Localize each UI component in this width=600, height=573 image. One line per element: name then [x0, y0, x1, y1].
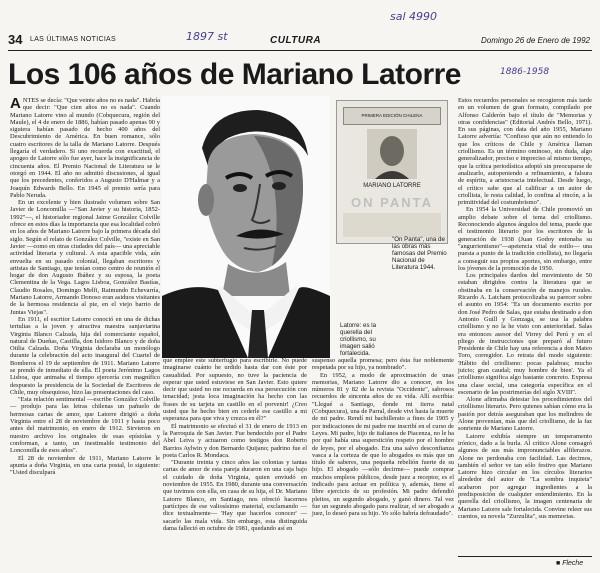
paragraph: ANTES se decía: "Que veinte años no es nada". Habría que decir: "Que cien años no es nada". Cuando Mariano Latorre vino al mundo (Cobquecura, región del Maule), el 4 de enero de 1886, habían pasado apenas 90 y siguiera habían pasado de hecho 400 años del Descubrimiento de América. En buen romance, sólo cuatro escritores de la talla de Mariano Latorre. Después llegaría el verdadero. Si uno recuerda con exactitud, el apogeo de Latorre sólo fue ayer, hace la insignificancia de cincuenta años. El Premio Nacional de Literatura se le otorgó en 1944. El año no admitió discusiones, al igual que los precedentes, conferidos a Augusto D'Halmar y a Joaquín Edwards Bello. En 1945 el premio sería para Pablo Neruda. — [10, 95, 160, 199]
paragraph: Latorre exhibía siempre un temperamento irónico, dado a la burla. Al crítico Alone consagró algunos de sus más impronunciables alfilerazos. Alone no perdonaba con facilidad. Las decimos, también el señor ve tan sólo festivo que Mariano Latorre hizo circular en los círculos literarios alrededor del autor de "La sombra inquieta" acabaron por agregar ingredientes a la predisposición de cualquier entendimiento. En la querella del criollismo, la imagen centenaria de Mariano Latorre sale fortalecida. Convine releer sus cuentos, su novela "Zurzulita", sus memorias. — [458, 432, 592, 520]
paragraph: "Esta relación sentimental —escribe González Colville— produjo para las letras chilenas un pañuelo de hermosas cartas de amor, que Latorre dirigió a doña Virginia entre el 28 de noviembre de 1911 y hasta poco antes del matrimonio, en enero de 1912. Sirvieron en nuestro archivo los originales de esas epístolas y conforman, a tanto, un inestimable testimonio del Loncomilla de esos años". — [10, 396, 160, 455]
byline-divider — [458, 556, 592, 557]
article-column-2b — [312, 357, 454, 518]
paragraph: El matrimonio se efectuó el 31 de enero de 1913 en la Parroquia de San Javier. Fue bendecido por el Padre Abel Leiva y actuaron como testigos don Roberto Barrios Aylwin y don Bernardo Quijano; padrino fue el poeta Carlos R. Mondaca. — [163, 422, 307, 459]
book-cover-series: PRIMERA EDICIÓN CHILENA — [343, 107, 441, 125]
article-column-1 — [10, 97, 160, 476]
paragraph: suspenso aquella promesa; pero ésta fue noblemente respetada por su hijo, ya nombrado". — [312, 357, 454, 372]
handwritten-note-b: sal 4990 — [390, 10, 438, 23]
byline: ■ Fleche — [556, 560, 584, 567]
author-sketch-icon — [367, 129, 417, 179]
article-title: Los 106 años de Mariano Latorre — [8, 58, 461, 91]
handwritten-note-a: 1897 st — [186, 30, 228, 43]
paragraph: En un excelente y bien ilustrado volumen sobre San Javier de Loncomilla —"San Javier y su historia, 1852-1992"—, el historiador regional Jaime González Colville ofrece en estos días la importancia que esa localidad cobró en los años de Mariano Latorre bajo la primera década del siglo. Según el relato de González Colville, "existe en San Javier —como en otras ciudades del país— una apreciable actividad literaria y cultural. A esta apacible vida, aún envuelta en su pasado colonial, llegaban escritores y artistas de Santiago, que tenían como centro de reunión el hogar de don Augusto Ibáñez y su esposa, la poeta Clementina de la Vega. Lagos Lisboa, González Bastías, Claudio Rosales, Domingo Melfi, Raimundo Echevarría, Mariano Latorre, Armando Donoso eran asiduos visitantes de la hermosa residencia al pie, en el viejo barrio de Juntas Viejas". — [10, 199, 160, 316]
publication-name: LAS ÚLTIMAS NOTICIAS — [30, 36, 116, 43]
paragraph: En 1954 la Universidad de Chile promovió un amplio debate sobre el tema del criollismo. Reconociendo algunos ángulos del tema, puede que el testimonio literario por los escritores de la generación de 1938 (Juan Godoy entonaba su "angurrientismo"—apetencia vital de estilo— una puesta a punto de la tradición criollista), no llegaría a conseguir sus propios aportes, sin embargo, entre los jóvenes de la promoción de 1950. — [458, 206, 592, 272]
paragraph: En 1911, el escritor Latorre conoció en una de dichas tertulias a la joven y atractiva maestra sanjaviarina Virginia Blanco Calzada, hija del comerciante español, natural de Dueñas, Castilla, don Isidoro Blanco y de doña Otilia Calzada. Doña Virginia declaraba un monólogo durante la celebración del acto inaugural del Cuartel de Bomberos el 19 de septiembre de 1911. Mariano Latorre se prendó de inmediato de ella. El poeta Jerónimo Lagos Lisboa, que animaba el tiempo ejercería con magnífico despuesto la presidencia de la Sociedad de Escritores de Chile, muy obsequioso, hizo las presentaciones del caso. — [10, 315, 160, 396]
portrait-illustration — [162, 96, 330, 358]
article-column-3 — [458, 97, 592, 520]
paragraph: "Durante treinta y cinco años las colonias y tantas cartas de amor de esta pareja duraron en una caja bajo el cuidado de doña Virginia, quien enviudó en noviembre de 1955. En 1980, durante una conversación que tuvimos con ella, en casa de su hija, el Dr. Mariano Latorre Blanco, en Santiago, nos ofreció hacernos partícipes de ese valiosísimo material, exclamando —dice textualmente— 'Hay que hacerlos conocer' —sacarlo las mala vida. Sin embargo, esta distinguida dama falleció en octubre de 1981, quedando así en — [163, 459, 307, 532]
handwritten-note-c: 1886-1958 — [500, 67, 550, 77]
drop-cap: A — [10, 95, 21, 112]
paragraph: Alone afirmaba detestar los procedimientos del criollismo literario. Pero quienes sabían cómo era la pasión por detrás aseguraban que los melindres de Alone provenían, más que del criollismo, de la faz sonriente de Mariano Latorre. — [458, 396, 592, 433]
issue-date: Domingo 26 de Enero de 1992 — [481, 36, 590, 45]
paragraph: El 28 de noviembre de 1911, Mariano Latorre le apunta a doña Virginia, en una carta postal, lo siguiente: "Usted disculpará — [10, 454, 160, 477]
photo-caption: Latorre: es la querella del criollismo, su imagen salió fortalecida. — [340, 322, 377, 357]
book-cover-photo — [336, 100, 448, 244]
section-name: CULTURA — [270, 35, 322, 46]
book-cover-band — [343, 213, 441, 237]
portrait-photo — [162, 96, 330, 358]
paragraph: Estos recuerdos personales se recogieron más tarde en un volumen de gran formato, compilado por Alfonso Calderón bajo el título de "Memorias y otras confidencias" (Editorial Andrés Bello, 1971). En sus páginas, con data del año 1955, Mariano Latorre advertía: "Confieso que aún no entiendo lo que los críticos de Chile y América llaman criollismo. Es un término ominoso, sin duda, algo generalizador, preciso e impreciso al mismo tiempo, que la crítica periodística adoptó sin preocuparse de analizarlo, autopeniendo a refinamiento, a falsura de espíritu, a aristocracia intelectual. Desde luego, el crítico sabe que al calificar a un autor de criollista, le resta calidad, lo confina al rincón, a la primitividad del costumbrismo". — [458, 97, 592, 207]
paragraph: En 1952, a modo de aproximación de unas memorias, Mariano Latorre dio a conocer, en los números 81 y 82 de la revista "Occidente", sabrosos recuerdos de sincenta años de su vida. Allí escribía: "Llegué a Santiago, donde mi tierra natal (Cobquecura), una de Parral, desde vivi hasta la muerte de mi padre. Rendí mi bachillerato a fines de 1905 y por indicaciones de mi padre me inscribí en el curso de Leyes. Mi padre, hijo de italianos de Piacenza, no le ha por qué había una superstición respeto por el hombre de leyes, por el abogado. Era una salvo desconfianza vasca a la corteza de que lo abogados es más que un título de saberes, una pequeña rebelión fuerte de su hijo. El abogado —sólo decirme— puede comprar muchos empleos públicos, desde juez a receptor, es el indicado para actuar en política y, además, tiene el libre ejercicio de su profesión. Mi padre defendió pleitos, un segundo abogado, y ganó dinero. Tal vez fue un segundo abogado para realizar, el ser abogado a juez, lo deseó para su hijo. Yo sólo habría defraudado". — [312, 371, 454, 518]
book-cover-title: ON PANTA — [351, 195, 433, 210]
paragraph: Los principales dardos del movimiento de 50 estaban dirigidos contra la literatura que se obstinaba en la conservación de manejos rurales. Ricardo A. Latcham protocolizaba su parecer sobre el asunto en 1954: "Es un documento escrito por don José Pedro de Salas, que estaba destinado a don Antonio Guill y Gonzaga, se usa la palabra criollismo y no la he visto con anterioridad. Salas era entonces asesor del Virrey del Perú y en el pliego de instrucciones que preparó al futuro Presidente de Chile hay una referencia a don Mateo Toro, corregidor. Lo retrata del modo siguiente: 'Hábito del criollismo: pocas palabras; mucho juicio; gran caudal; muy hombre de bien'. Ya el criollismo significa algo bastante concreto. Expresa una clase social, una categoría específica en el escenario de las postrimerías del siglo XVIII". — [458, 272, 592, 396]
article-column-2a — [163, 357, 307, 532]
page-header — [8, 32, 592, 51]
page-number: 34 — [8, 32, 23, 47]
paragraph: que emplee este subterfugio para escribirle. No puede imaginarse cuánto he urdido hasta dar con éste por casualidad. Por supuesto, no tuve la paciencia de esperar que usted estuviese en San Javier. Esto quiere decir que usted no me recuerda en esa persecución con tenacidad; jesta loca imaginación ha hecho con las frases de su tarjeta un castillo en el porvenir! ¿Creo usted que he hecho bien en cederle ese castillo a mi esperanza para que viva y crezca en él?" — [163, 357, 307, 423]
book-cover-author: MARIANO LATORRE — [363, 183, 421, 189]
book-caption: "On Panta", una de las obras más famosas del Premio Nacional de Literatura 1944. — [392, 236, 447, 271]
